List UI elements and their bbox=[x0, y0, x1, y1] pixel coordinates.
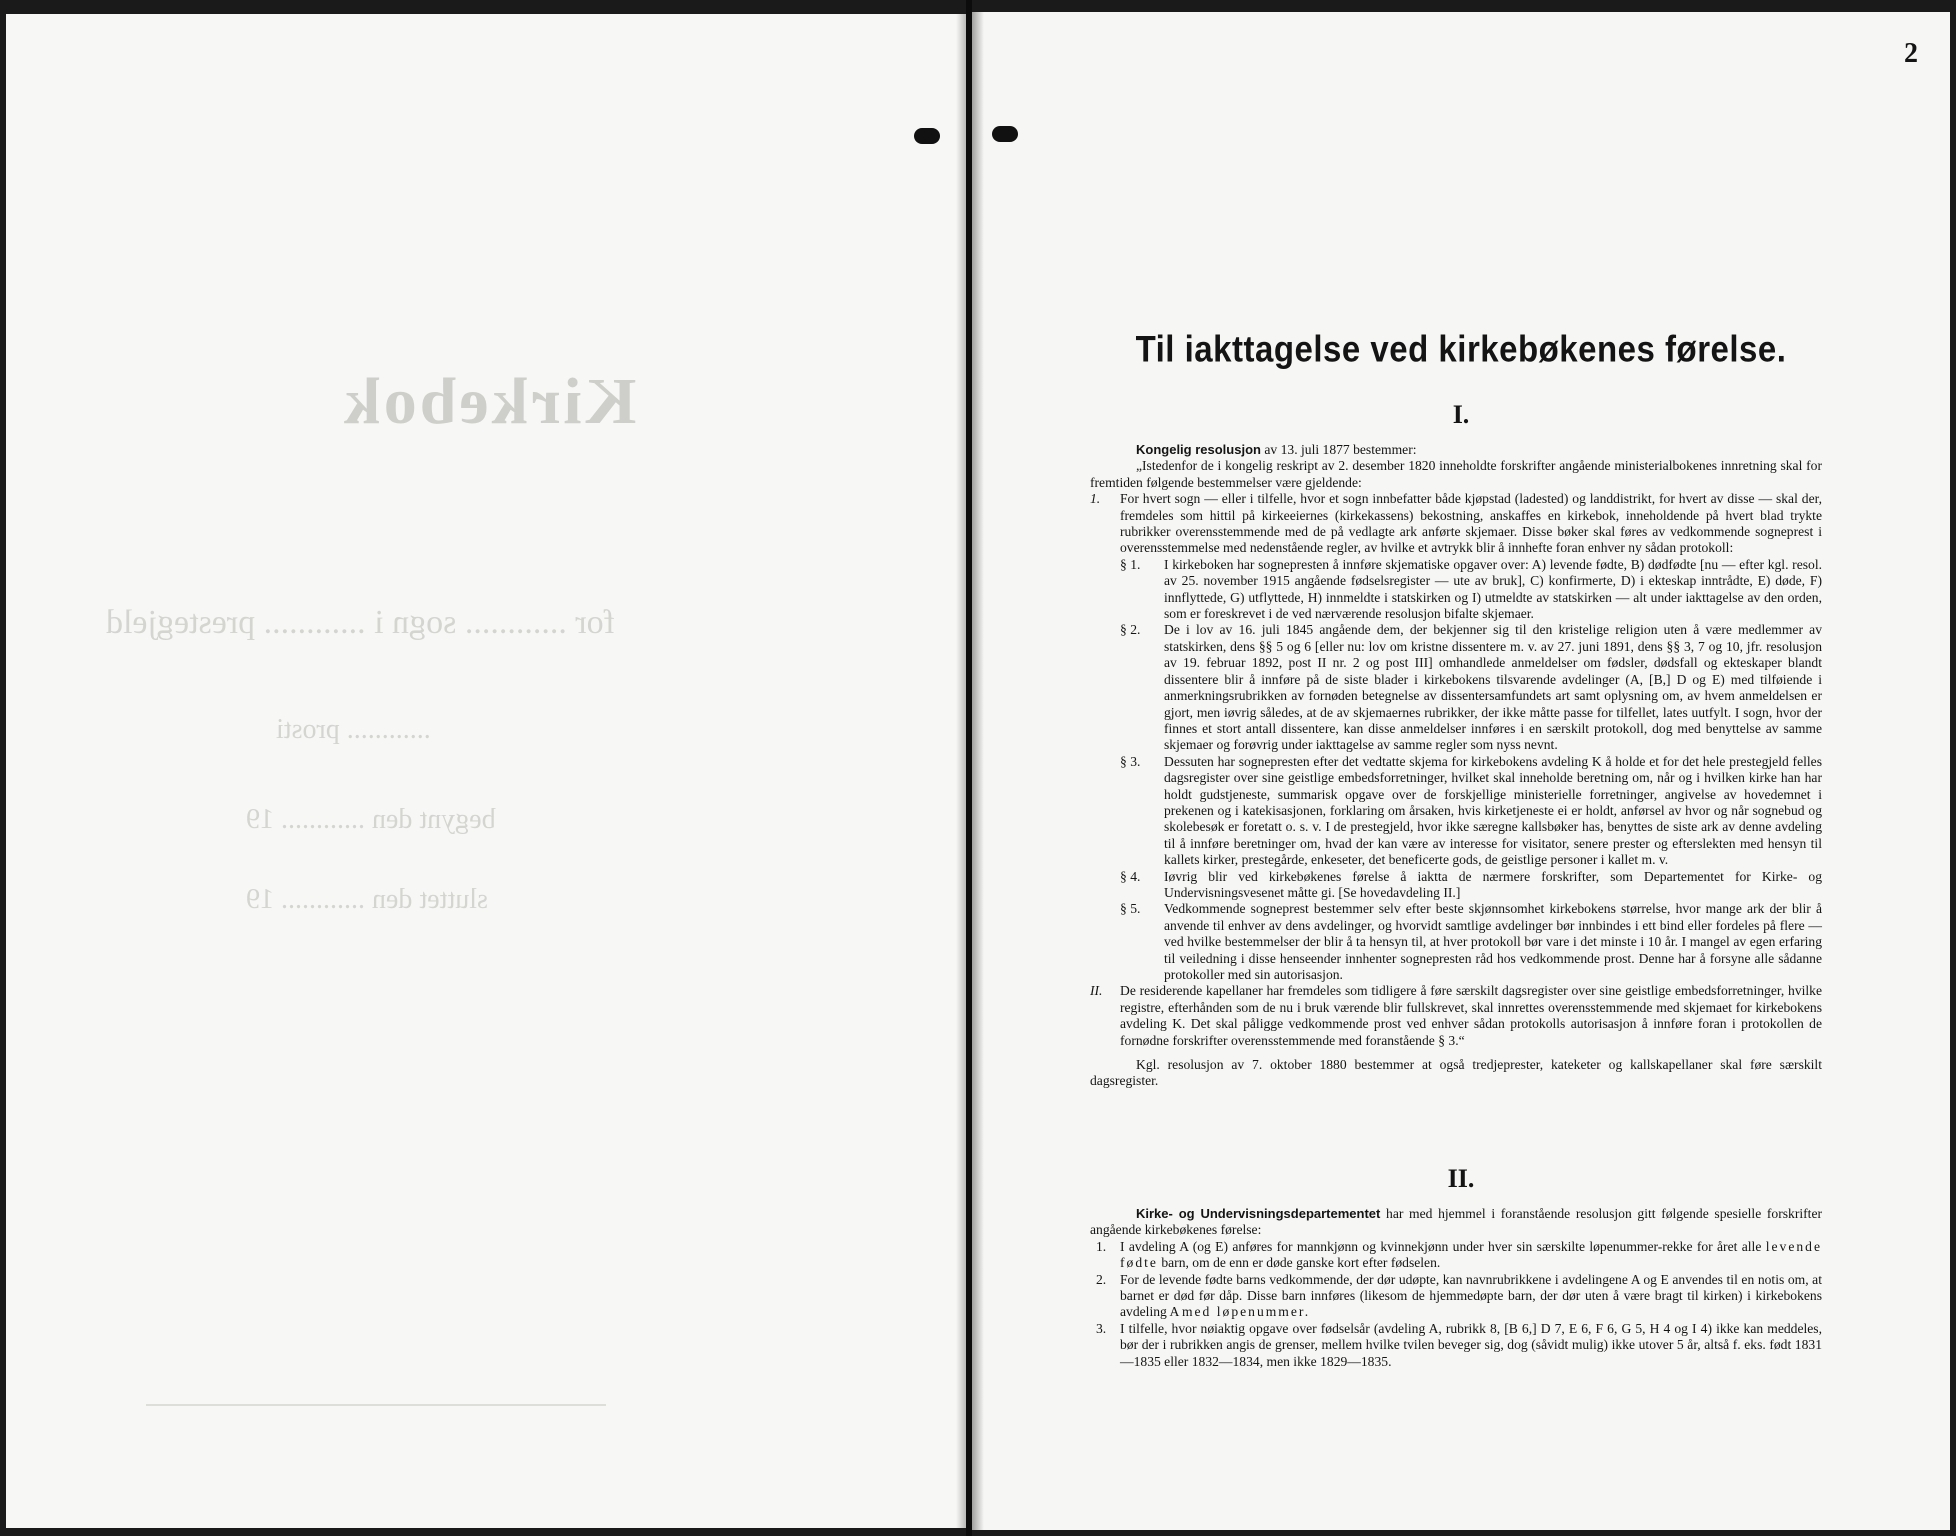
emphasis-text: levende fødte bbox=[1120, 1238, 1823, 1271]
item-text: De residerende kapellaner har fremdeles som tidligere å føre særskilt dagsregister over sine geistlige embedsforretninger, hvilke registre, efterhånden som de nu i bruk værende blir fullskrevet, skal innrettes overensstemmende med skjemaet for kirkebokens avdeling K. Det skal påligge vedkommende prost ved enhver sådan protokolls autorisasjon å innføre foran i protokollen de fornødne forskrifter overensstemmende med foranstående § 3.“ bbox=[1120, 983, 1822, 1048]
item-mark: 2. bbox=[1096, 1271, 1107, 1287]
section-heading: II. bbox=[1447, 1164, 1475, 1193]
bleed-through-line: ............ prosti bbox=[276, 714, 431, 745]
binding-hole bbox=[914, 128, 940, 144]
paragraph-mark: § 3. bbox=[1120, 753, 1141, 769]
paragraph-item bbox=[1120, 557, 1822, 623]
section-heading: I. bbox=[1452, 400, 1470, 429]
intro-paragraph bbox=[1090, 1206, 1822, 1239]
page-title: Til iakttagelse ved kirkebøkenes førelse. bbox=[1135, 327, 1787, 370]
paragraph-mark: § 1. bbox=[1120, 556, 1141, 572]
item-text-part: For de levende fødte barns vedkommende, der dør udøpte, kan navnrubrikkene i avdelingene A og E anvendes til en notis om, at barnet er død før dåp. Disse barn innføres (likesom de hjemmedøpte barn, der dør uten å være bragt til kirken) i kirkebokens avdeling A bbox=[1120, 1271, 1822, 1320]
item-text bbox=[1120, 1239, 1822, 1272]
paragraph-text: Iøvrig blir ved kirkebøkenes førelse å iaktta de nærmere forskrifter, som Departementet for Kirke- og Undervisningsvesenet måtte gi. [Se hovedavdeling II.] bbox=[1164, 868, 1822, 900]
list-item bbox=[1090, 1239, 1822, 1272]
intro-paragraph bbox=[1090, 442, 1822, 458]
section-body bbox=[1090, 442, 1822, 1090]
section-body bbox=[1090, 1206, 1822, 1370]
paragraph-text: De i lov av 16. juli 1845 angående dem, der bekjenner sig til den kristelige religion uten å være medlemmer av statskirken, dens §§ 5 og 6 [eller nu: lov om kristne dissentere m. v. av 27. juni 1891, dens §§ 3, 7 og 10, jfr. resolusjon av 19. februar 1892, post II nr. 2 og post III] omhandlede anmeldelser om fødsler, dødsfall og ekteskaper blandt dissentere blir å innføre på de siste blader i kirkebokens tilsvarende avdelinger (A, [B,] D og E) med tilføiende i anmerkningsrubrikken av fornøden betegnelse av dissentersamfundets art samt oplysning om, av hvem anmeldelsen er gjort, men iøvrig således, at de av skjemaernes rubrikker, der ikke måtte passe for tilfellet, lates uutfylt. I sogn, hvor der finnes et stort antall dissentere, kan disse anmeldelser innføres i en særskilt protokoll, dog med benyttelse av samme skjemaer og forøvrig under iakttagelse av samme regler som nyss nevnt. bbox=[1164, 622, 1822, 753]
item-mark: II. bbox=[1090, 983, 1103, 999]
item-mark: 3. bbox=[1096, 1320, 1107, 1336]
bleed-through-line: begynt den ............ 19 bbox=[246, 804, 496, 835]
bleed-through-line: sluttet den ............ 19 bbox=[246, 884, 488, 915]
intro-rest: har med hjemmel i foranstående resolusjon gitt følgende spesielle forskrifter angående kirkebøkenes førelse: bbox=[1090, 1206, 1822, 1238]
paragraph-mark: § 2. bbox=[1120, 622, 1141, 638]
item-mark: 1. bbox=[1096, 1238, 1107, 1254]
closing-paragraph: Kgl. resolusjon av 7. oktober 1880 bestemmer at også tredjeprester, kateketer og kallskapellaner skal føre særskilt dagsregister. bbox=[1090, 1057, 1822, 1089]
list-item bbox=[1090, 491, 1822, 557]
paragraph-mark: § 5. bbox=[1120, 901, 1141, 917]
paragraph-item bbox=[1120, 754, 1822, 869]
item-text: I tilfelle, hvor nøiaktig opgave over fødselsår (avdeling A, rubrikk 8, [B 6,] D 7, E 6, F 6, G 5, H 4 og I 4) ikke kan meddeles, bør der i rubrikken angis de grenser, mellem hvilke tvilen beveger sig, dog (såvidt mulig) ikke utover 5 år, altså f. eks. født 1831—1835 eller 1832—1834, men ikke 1829—1835. bbox=[1120, 1320, 1822, 1369]
list-item bbox=[1090, 1272, 1822, 1321]
item-text-part: barn, om de enn er døde ganske kort efter fødselen. bbox=[1161, 1255, 1441, 1271]
right-page bbox=[972, 12, 1950, 1530]
paragraph-item bbox=[1120, 901, 1822, 983]
list-item bbox=[1090, 1321, 1822, 1370]
item-text: For hvert sogn — eller i tilfelle, hvor et sogn innbefatter både kjøpstad (ladested) og landdistrikt, for hvert av disse — skal der, fremdeles som hittil på kirkeeiernes (kirkekassens) bekostning, anskaffes en kirkebok, inneholdende på hvert blad trykte rubrikker overensstemmende med de på vedlagte ark anførte skjemaer. Disse bøker skal føres av vedkommende sogneprest i overensstemmelse med nedenstående regler, av hvilke et avtrykk blir å innhefte foran enhver ny sådan protokoll: bbox=[1120, 491, 1822, 556]
item-text-part: I avdeling A (og E) anføres for mannkjønn og kvinnekjønn under hver sin særskilte løpenummer-rekke for året alle bbox=[1120, 1238, 1762, 1254]
emphasis-text: med løpenummer. bbox=[1181, 1304, 1311, 1320]
list-item bbox=[1090, 983, 1822, 1049]
paragraph-item bbox=[1120, 622, 1822, 753]
bleed-through-line: for ............ sogn i ............ prestegjeld bbox=[106, 604, 615, 641]
bleed-through-title: Kirkebok bbox=[341, 365, 637, 438]
paragraph-item bbox=[1120, 869, 1822, 902]
binding-hole bbox=[992, 126, 1018, 142]
intro-quote: „Istedenfor de i kongelig reskript av 2. desember 1820 inneholdte forskrifter angående ministerialbokenes innretning skal for fremtiden følgende bestemmelser være gjeldende: bbox=[1090, 458, 1822, 490]
page-number: 2 bbox=[1904, 38, 1918, 69]
paragraph-mark: § 4. bbox=[1120, 868, 1141, 884]
item-text bbox=[1120, 1272, 1822, 1321]
paragraph-text: I kirkeboken har sognepresten å innføre skjematiske opgaver over: A) levende fødte, B) dødfødte [nu — efter kgl. resol. av 25. november 1915 angående fødselsregister — ute av bruk], C) konfirmerte, D) i ekteskap inntrådte, E) døde, F) innflyttede, G) utflyttede, H) innmeldte i statskirken og I) utmeldte av statskirken — alt under iakttagelse av den orden, som er foreskrevet i de ved nærværende resolusjon bifalte skjemaer. bbox=[1164, 556, 1822, 622]
intro-lead: Kongelig resolusjon bbox=[1136, 442, 1261, 457]
intro-rest: av 13. juli 1877 bestemmer: bbox=[1264, 442, 1417, 457]
paragraph-text: Vedkommende sogneprest bestemmer selv efter beste skjønnsomhet kirkebokens størrelse, hvor mange ark der blir å anvende til enhver av dens avdelinger, og hvorvidt samtlige avdelinger bør innbindes i ett bind eller fordeles på flere — ved hvilke bestemmelser der blir å ta hensyn til, at hver protokoll bør vare i det minste i 10 år. I mangel av egen erfaring til veiledning i disse henseender innhenter sognepresten råd hos vedkommende prost. Denne har å forsyne alle sådanne protokoller med sin autorisasjon. bbox=[1164, 901, 1822, 982]
item-mark: 1. bbox=[1090, 491, 1101, 507]
left-page bbox=[6, 14, 966, 1528]
bleed-through-rule bbox=[146, 1404, 606, 1406]
paragraph-text: Dessuten har sognepresten efter det vedtatte skjema for kirkebokens avdeling K å holde et for det hele prestegjeld felles dagsregister over sine geistlige embedsforretninger, hvilket skal inneholde beretning om, når og i hvilken kirke han har holdt gudstjeneste, summarisk opgave over de forskjellige ministerielle forretninger, angivelse av hovedemnet i prekenen og i katekisasjonen, forklaring om årsaken, hvis kirketjeneste ei er holdt, anførsel av hvor og når sognebud og skolebesøk er foretatt o. s. v. I de prestegjeld, hvor ikke særegne kallsbøker has, benyttes de siste ark av denne avdeling til å innføre beretninger om, hvad der kan være av interesse for visitator, senere prester og efterslekten med hensyn til kallets kirker, prestegårde, enkeseter, det beneficerte gods, de geistlige personer i kallet m. v. bbox=[1164, 753, 1822, 868]
intro-lead: Kirke- og Undervisningsdepartementet bbox=[1136, 1206, 1381, 1221]
